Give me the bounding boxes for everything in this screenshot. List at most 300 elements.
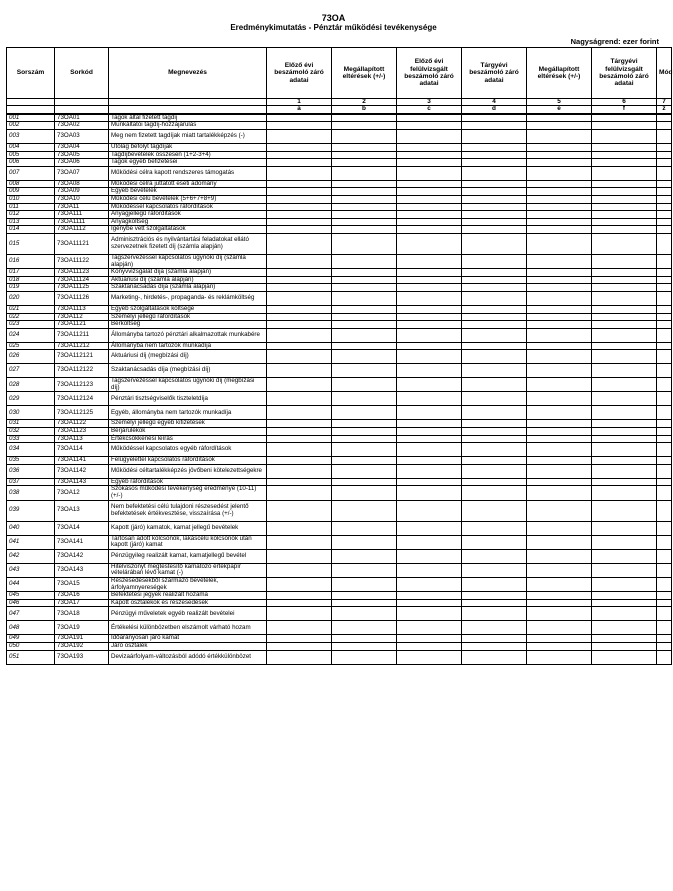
value-cell[interactable] (267, 291, 332, 305)
value-cell[interactable] (462, 284, 527, 292)
value-cell[interactable] (527, 342, 592, 350)
value-cell[interactable] (267, 535, 332, 549)
value-cell[interactable] (592, 211, 657, 219)
value-cell[interactable] (397, 563, 462, 577)
value-cell[interactable] (332, 428, 397, 436)
value-cell[interactable] (462, 364, 527, 378)
value-cell[interactable] (462, 642, 527, 650)
value-cell[interactable] (592, 254, 657, 268)
value-cell[interactable] (397, 549, 462, 563)
value-cell[interactable] (657, 144, 672, 152)
value-cell[interactable] (397, 642, 462, 650)
value-cell[interactable] (332, 203, 397, 211)
value-cell[interactable] (527, 378, 592, 392)
value-cell[interactable] (397, 195, 462, 203)
value-cell[interactable] (267, 378, 332, 392)
value-cell[interactable] (657, 607, 672, 621)
value-cell[interactable] (592, 269, 657, 277)
value-cell[interactable] (267, 122, 332, 130)
value-cell[interactable] (527, 166, 592, 180)
value-cell[interactable] (267, 328, 332, 342)
value-cell[interactable] (397, 607, 462, 621)
value-cell[interactable] (332, 378, 397, 392)
value-cell[interactable] (332, 350, 397, 364)
value-cell[interactable] (332, 226, 397, 234)
value-cell[interactable] (397, 435, 462, 443)
value-cell[interactable] (267, 269, 332, 277)
value-cell[interactable] (592, 364, 657, 378)
value-cell[interactable] (592, 486, 657, 500)
value-cell[interactable] (462, 328, 527, 342)
value-cell[interactable] (332, 284, 397, 292)
value-cell[interactable] (657, 180, 672, 188)
value-cell[interactable] (332, 269, 397, 277)
value-cell[interactable] (332, 599, 397, 607)
value-cell[interactable] (267, 464, 332, 478)
value-cell[interactable] (527, 159, 592, 167)
value-cell[interactable] (657, 435, 672, 443)
value-cell[interactable] (462, 500, 527, 521)
value-cell[interactable] (332, 188, 397, 196)
value-cell[interactable] (462, 563, 527, 577)
value-cell[interactable] (462, 392, 527, 406)
value-cell[interactable] (592, 406, 657, 420)
value-cell[interactable] (657, 269, 672, 277)
value-cell[interactable] (332, 521, 397, 535)
value-cell[interactable] (462, 599, 527, 607)
value-cell[interactable] (397, 592, 462, 600)
value-cell[interactable] (397, 635, 462, 643)
value-cell[interactable] (592, 599, 657, 607)
value-cell[interactable] (657, 478, 672, 486)
value-cell[interactable] (332, 435, 397, 443)
value-cell[interactable] (397, 284, 462, 292)
value-cell[interactable] (332, 114, 397, 122)
value-cell[interactable] (462, 521, 527, 535)
value-cell[interactable] (397, 203, 462, 211)
value-cell[interactable] (657, 378, 672, 392)
value-cell[interactable] (592, 195, 657, 203)
value-cell[interactable] (462, 607, 527, 621)
value-cell[interactable] (592, 378, 657, 392)
value-cell[interactable] (332, 328, 397, 342)
value-cell[interactable] (527, 364, 592, 378)
value-cell[interactable] (397, 130, 462, 144)
value-cell[interactable] (332, 254, 397, 268)
value-cell[interactable] (527, 435, 592, 443)
value-cell[interactable] (592, 188, 657, 196)
value-cell[interactable] (527, 233, 592, 254)
value-cell[interactable] (592, 313, 657, 321)
value-cell[interactable] (397, 350, 462, 364)
value-cell[interactable] (267, 159, 332, 167)
value-cell[interactable] (397, 342, 462, 350)
value-cell[interactable] (462, 535, 527, 549)
value-cell[interactable] (332, 650, 397, 664)
value-cell[interactable] (397, 218, 462, 226)
value-cell[interactable] (527, 406, 592, 420)
value-cell[interactable] (462, 144, 527, 152)
value-cell[interactable] (592, 428, 657, 436)
value-cell[interactable] (267, 211, 332, 219)
value-cell[interactable] (592, 650, 657, 664)
value-cell[interactable] (462, 218, 527, 226)
value-cell[interactable] (397, 321, 462, 329)
value-cell[interactable] (462, 159, 527, 167)
value-cell[interactable] (657, 284, 672, 292)
value-cell[interactable] (592, 203, 657, 211)
value-cell[interactable] (462, 464, 527, 478)
value-cell[interactable] (657, 563, 672, 577)
value-cell[interactable] (267, 114, 332, 122)
value-cell[interactable] (332, 563, 397, 577)
value-cell[interactable] (462, 254, 527, 268)
value-cell[interactable] (462, 443, 527, 457)
value-cell[interactable] (592, 464, 657, 478)
value-cell[interactable] (657, 276, 672, 284)
value-cell[interactable] (332, 578, 397, 592)
value-cell[interactable] (332, 642, 397, 650)
value-cell[interactable] (462, 549, 527, 563)
value-cell[interactable] (267, 592, 332, 600)
value-cell[interactable] (267, 218, 332, 226)
value-cell[interactable] (592, 159, 657, 167)
value-cell[interactable] (527, 122, 592, 130)
value-cell[interactable] (657, 364, 672, 378)
value-cell[interactable] (332, 305, 397, 313)
value-cell[interactable] (592, 122, 657, 130)
value-cell[interactable] (527, 313, 592, 321)
value-cell[interactable] (527, 642, 592, 650)
value-cell[interactable] (332, 635, 397, 643)
value-cell[interactable] (592, 392, 657, 406)
value-cell[interactable] (267, 578, 332, 592)
value-cell[interactable] (462, 435, 527, 443)
value-cell[interactable] (592, 328, 657, 342)
value-cell[interactable] (527, 151, 592, 159)
value-cell[interactable] (267, 364, 332, 378)
value-cell[interactable] (267, 321, 332, 329)
value-cell[interactable] (592, 144, 657, 152)
value-cell[interactable] (462, 291, 527, 305)
value-cell[interactable] (657, 233, 672, 254)
value-cell[interactable] (462, 276, 527, 284)
value-cell[interactable] (527, 321, 592, 329)
value-cell[interactable] (462, 151, 527, 159)
value-cell[interactable] (397, 599, 462, 607)
value-cell[interactable] (332, 159, 397, 167)
value-cell[interactable] (592, 435, 657, 443)
value-cell[interactable] (527, 144, 592, 152)
value-cell[interactable] (527, 428, 592, 436)
value-cell[interactable] (657, 535, 672, 549)
value-cell[interactable] (527, 635, 592, 643)
value-cell[interactable] (397, 328, 462, 342)
value-cell[interactable] (657, 420, 672, 428)
value-cell[interactable] (657, 130, 672, 144)
value-cell[interactable] (267, 276, 332, 284)
value-cell[interactable] (397, 457, 462, 465)
value-cell[interactable] (527, 549, 592, 563)
value-cell[interactable] (592, 114, 657, 122)
value-cell[interactable] (462, 195, 527, 203)
value-cell[interactable] (332, 218, 397, 226)
value-cell[interactable] (527, 464, 592, 478)
value-cell[interactable] (332, 464, 397, 478)
value-cell[interactable] (527, 457, 592, 465)
value-cell[interactable] (657, 151, 672, 159)
value-cell[interactable] (462, 321, 527, 329)
value-cell[interactable] (592, 420, 657, 428)
value-cell[interactable] (527, 563, 592, 577)
value-cell[interactable] (592, 621, 657, 635)
value-cell[interactable] (527, 211, 592, 219)
value-cell[interactable] (397, 226, 462, 234)
value-cell[interactable] (332, 457, 397, 465)
value-cell[interactable] (462, 203, 527, 211)
value-cell[interactable] (657, 406, 672, 420)
value-cell[interactable] (527, 276, 592, 284)
value-cell[interactable] (332, 607, 397, 621)
value-cell[interactable] (267, 642, 332, 650)
value-cell[interactable] (462, 635, 527, 643)
value-cell[interactable] (332, 549, 397, 563)
value-cell[interactable] (462, 226, 527, 234)
value-cell[interactable] (657, 521, 672, 535)
value-cell[interactable] (657, 166, 672, 180)
value-cell[interactable] (397, 276, 462, 284)
value-cell[interactable] (657, 211, 672, 219)
value-cell[interactable] (267, 478, 332, 486)
value-cell[interactable] (267, 166, 332, 180)
value-cell[interactable] (657, 122, 672, 130)
value-cell[interactable] (592, 578, 657, 592)
value-cell[interactable] (267, 457, 332, 465)
value-cell[interactable] (332, 321, 397, 329)
value-cell[interactable] (267, 635, 332, 643)
value-cell[interactable] (462, 478, 527, 486)
value-cell[interactable] (397, 500, 462, 521)
value-cell[interactable] (657, 254, 672, 268)
value-cell[interactable] (267, 500, 332, 521)
value-cell[interactable] (462, 420, 527, 428)
value-cell[interactable] (657, 203, 672, 211)
value-cell[interactable] (657, 486, 672, 500)
value-cell[interactable] (527, 420, 592, 428)
value-cell[interactable] (592, 535, 657, 549)
value-cell[interactable] (267, 392, 332, 406)
value-cell[interactable] (462, 166, 527, 180)
value-cell[interactable] (592, 151, 657, 159)
value-cell[interactable] (592, 291, 657, 305)
value-cell[interactable] (397, 269, 462, 277)
value-cell[interactable] (397, 420, 462, 428)
value-cell[interactable] (397, 364, 462, 378)
value-cell[interactable] (332, 443, 397, 457)
value-cell[interactable] (657, 350, 672, 364)
value-cell[interactable] (657, 291, 672, 305)
value-cell[interactable] (527, 478, 592, 486)
value-cell[interactable] (527, 188, 592, 196)
value-cell[interactable] (332, 291, 397, 305)
value-cell[interactable] (527, 269, 592, 277)
value-cell[interactable] (657, 321, 672, 329)
value-cell[interactable] (462, 578, 527, 592)
value-cell[interactable] (657, 218, 672, 226)
value-cell[interactable] (267, 621, 332, 635)
value-cell[interactable] (657, 159, 672, 167)
value-cell[interactable] (592, 166, 657, 180)
value-cell[interactable] (267, 342, 332, 350)
value-cell[interactable] (397, 166, 462, 180)
value-cell[interactable] (657, 621, 672, 635)
value-cell[interactable] (267, 130, 332, 144)
value-cell[interactable] (592, 350, 657, 364)
value-cell[interactable] (332, 211, 397, 219)
value-cell[interactable] (527, 392, 592, 406)
value-cell[interactable] (657, 578, 672, 592)
value-cell[interactable] (397, 233, 462, 254)
value-cell[interactable] (267, 420, 332, 428)
value-cell[interactable] (332, 233, 397, 254)
value-cell[interactable] (657, 642, 672, 650)
value-cell[interactable] (267, 406, 332, 420)
value-cell[interactable] (592, 607, 657, 621)
value-cell[interactable] (462, 378, 527, 392)
value-cell[interactable] (462, 621, 527, 635)
value-cell[interactable] (267, 195, 332, 203)
value-cell[interactable] (527, 180, 592, 188)
value-cell[interactable] (527, 195, 592, 203)
value-cell[interactable] (527, 328, 592, 342)
value-cell[interactable] (397, 406, 462, 420)
value-cell[interactable] (397, 151, 462, 159)
value-cell[interactable] (527, 226, 592, 234)
value-cell[interactable] (267, 607, 332, 621)
value-cell[interactable] (592, 549, 657, 563)
value-cell[interactable] (267, 305, 332, 313)
value-cell[interactable] (332, 478, 397, 486)
value-cell[interactable] (462, 233, 527, 254)
value-cell[interactable] (527, 486, 592, 500)
value-cell[interactable] (397, 443, 462, 457)
value-cell[interactable] (332, 406, 397, 420)
value-cell[interactable] (657, 635, 672, 643)
value-cell[interactable] (267, 549, 332, 563)
value-cell[interactable] (332, 144, 397, 152)
value-cell[interactable] (592, 478, 657, 486)
value-cell[interactable] (592, 457, 657, 465)
value-cell[interactable] (657, 650, 672, 664)
value-cell[interactable] (657, 188, 672, 196)
value-cell[interactable] (527, 114, 592, 122)
value-cell[interactable] (267, 563, 332, 577)
value-cell[interactable] (462, 406, 527, 420)
value-cell[interactable] (397, 464, 462, 478)
value-cell[interactable] (332, 151, 397, 159)
value-cell[interactable] (462, 211, 527, 219)
value-cell[interactable] (397, 650, 462, 664)
value-cell[interactable] (592, 305, 657, 313)
value-cell[interactable] (657, 342, 672, 350)
value-cell[interactable] (527, 284, 592, 292)
value-cell[interactable] (397, 478, 462, 486)
value-cell[interactable] (527, 607, 592, 621)
value-cell[interactable] (527, 500, 592, 521)
value-cell[interactable] (332, 535, 397, 549)
value-cell[interactable] (267, 435, 332, 443)
value-cell[interactable] (267, 226, 332, 234)
value-cell[interactable] (657, 457, 672, 465)
value-cell[interactable] (657, 549, 672, 563)
value-cell[interactable] (657, 599, 672, 607)
value-cell[interactable] (657, 328, 672, 342)
value-cell[interactable] (267, 284, 332, 292)
value-cell[interactable] (332, 392, 397, 406)
value-cell[interactable] (527, 203, 592, 211)
value-cell[interactable] (462, 313, 527, 321)
value-cell[interactable] (527, 650, 592, 664)
value-cell[interactable] (462, 305, 527, 313)
value-cell[interactable] (397, 144, 462, 152)
value-cell[interactable] (332, 420, 397, 428)
value-cell[interactable] (397, 291, 462, 305)
value-cell[interactable] (397, 180, 462, 188)
value-cell[interactable] (267, 144, 332, 152)
value-cell[interactable] (657, 592, 672, 600)
value-cell[interactable] (592, 500, 657, 521)
value-cell[interactable] (462, 428, 527, 436)
value-cell[interactable] (397, 114, 462, 122)
value-cell[interactable] (462, 650, 527, 664)
value-cell[interactable] (527, 291, 592, 305)
value-cell[interactable] (462, 457, 527, 465)
value-cell[interactable] (332, 166, 397, 180)
value-cell[interactable] (332, 122, 397, 130)
value-cell[interactable] (657, 464, 672, 478)
value-cell[interactable] (462, 486, 527, 500)
value-cell[interactable] (462, 180, 527, 188)
value-cell[interactable] (657, 500, 672, 521)
value-cell[interactable] (592, 521, 657, 535)
value-cell[interactable] (267, 233, 332, 254)
value-cell[interactable] (657, 443, 672, 457)
value-cell[interactable] (592, 233, 657, 254)
value-cell[interactable] (397, 392, 462, 406)
value-cell[interactable] (267, 521, 332, 535)
value-cell[interactable] (527, 535, 592, 549)
value-cell[interactable] (267, 443, 332, 457)
value-cell[interactable] (397, 578, 462, 592)
value-cell[interactable] (527, 350, 592, 364)
value-cell[interactable] (397, 313, 462, 321)
value-cell[interactable] (267, 428, 332, 436)
value-cell[interactable] (592, 130, 657, 144)
value-cell[interactable] (657, 226, 672, 234)
value-cell[interactable] (527, 218, 592, 226)
value-cell[interactable] (592, 180, 657, 188)
value-cell[interactable] (267, 650, 332, 664)
value-cell[interactable] (332, 342, 397, 350)
value-cell[interactable] (657, 428, 672, 436)
value-cell[interactable] (462, 269, 527, 277)
value-cell[interactable] (267, 254, 332, 268)
value-cell[interactable] (332, 130, 397, 144)
value-cell[interactable] (332, 592, 397, 600)
value-cell[interactable] (397, 122, 462, 130)
value-cell[interactable] (397, 159, 462, 167)
value-cell[interactable] (332, 180, 397, 188)
